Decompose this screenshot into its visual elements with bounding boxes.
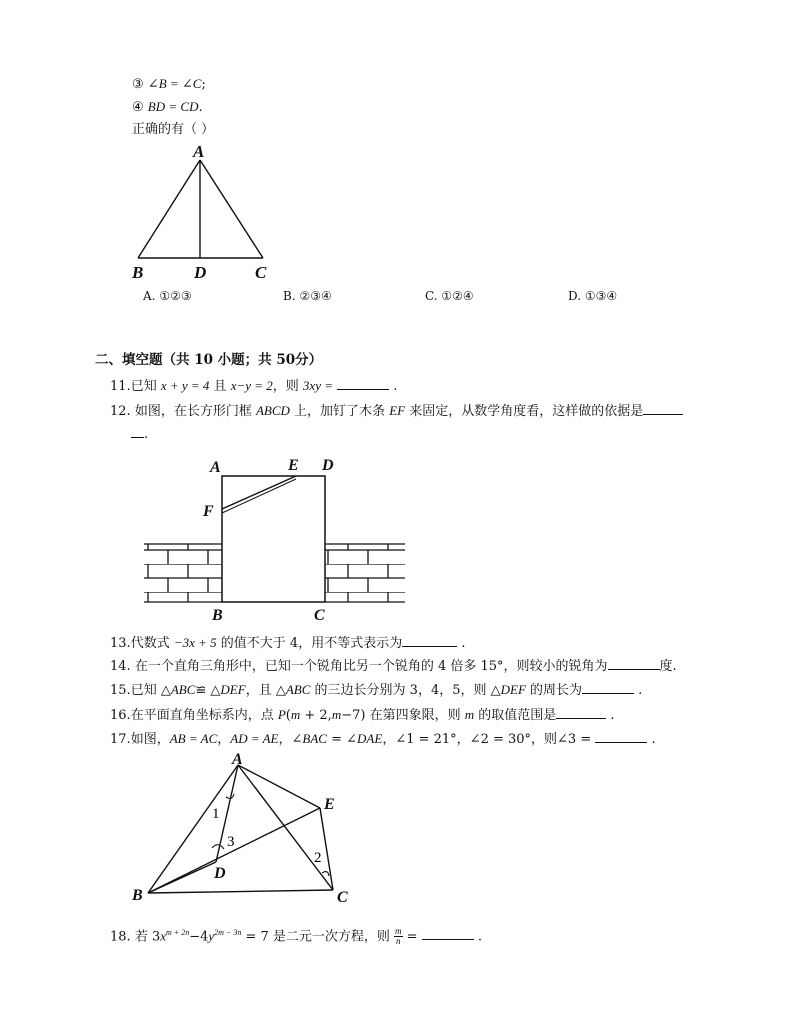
option-b[interactable] [283,289,332,303]
q12-t1: 如图，在长方形门框 [134,404,256,419]
q16-t4: −7) 在第四象限，则 [341,708,465,723]
q15-t1: 已知 △ [130,683,171,698]
q15-e4: DEF [500,682,526,697]
q17-t5: ，∠1 = 21°，∠2 = 30°，则∠3 = [382,732,596,747]
q11-e1: x + y = 4 [160,378,210,393]
q17-e1: AB = AC [169,731,218,746]
statement-3 [132,75,206,94]
q12-num: 12. [110,404,131,419]
option-c-value: ①②④ [441,289,474,303]
option-a-letter: A. [143,289,156,303]
q16-answer-blank[interactable] [556,706,606,719]
q18-frac-den: n [396,936,401,947]
q11-num: 11. [110,379,131,394]
q18-t4: = [402,929,422,945]
fig17-e-label: E [324,796,335,813]
question-12 [110,402,683,421]
q18-t3: = 7 是二元一次方程，则 [241,929,395,945]
question-18 [110,924,482,946]
q15-e2: DEF [220,682,246,697]
q12-t2: 上，加钉了木条 [289,404,390,419]
q16-e1: P [277,707,286,722]
q16-t2: ( [285,708,291,723]
statement-4 [132,98,203,117]
angle-1-label: 1 [212,806,220,822]
q15-t3: ，且 △ [245,683,286,698]
q18-sup2: 2m − 3n [214,928,242,937]
question-13 [110,634,465,653]
fig17-b-label: B [132,887,143,904]
option-b-letter: B. [283,289,296,303]
q17-e3: BAC [302,731,327,746]
statement-3-end: ; [201,77,206,92]
q13-t3: . [457,636,466,651]
q16-t1: 在平面直角坐标系内，点 [130,708,278,723]
q14-t2: 度. [659,659,677,674]
q15-e3: ABC [285,682,311,697]
q11-t4: . [389,379,398,394]
q13-num: 13. [110,636,131,651]
q14-answer-blank[interactable] [608,657,660,670]
q17-e4: DAE [357,731,383,746]
option-d[interactable] [568,289,617,303]
q16-t6: . [606,708,615,723]
statement-4-expr: BD = CD [147,99,199,114]
q11-e3: 3xy = [302,378,333,393]
frame-a-label: A [210,459,221,476]
q18-t5: . [473,929,482,945]
q15-t2: ≌ △ [195,683,221,698]
vertex-a-label: A [193,142,205,161]
q18-e1: x [160,928,167,944]
q17-t1: 如图， [130,732,170,747]
frame-f-label: F [203,503,214,520]
q16-e4: m [464,707,475,722]
statement-3-expr: ∠B = ∠C [147,76,202,91]
q11-answer-blank[interactable] [337,377,389,390]
q11-t2: 且 [209,379,231,394]
question-14 [110,657,677,676]
q18-num: 18. [110,929,131,945]
frame-c-label: C [314,607,325,624]
q13-t2: 的值不大于 4，用不等式表示为 [216,636,403,651]
q11-t3: ，则 [272,379,303,394]
q16-t3: + 2, [300,708,332,723]
option-d-value: ①③④ [584,289,618,303]
q18-sup1: m + 2n [166,928,190,937]
q17-t3: ，∠ [278,732,303,747]
q18-t2: −4 [189,929,209,945]
q18-frac-num: m [395,926,402,937]
option-a[interactable] [143,289,192,303]
triangle-figure [128,140,278,282]
door-frame-figure [140,452,410,627]
q16-t5: 的取值范围是 [474,708,557,723]
q17-num: 17. [110,732,131,747]
q18-e2: y [208,928,215,944]
question-17 [110,730,656,749]
option-c-letter: C. [425,289,438,303]
question-16 [110,706,615,725]
q17-t2: ， [217,732,231,747]
q13-t1: 代数式 [130,636,174,651]
question-11 [110,377,397,396]
q17-answer-blank[interactable] [595,730,647,743]
q12-answer-blank-cont[interactable] [131,425,144,438]
angle-3-label: 3 [227,834,235,850]
vertex-c-label: C [255,263,267,282]
option-d-letter: D. [568,289,582,303]
point-d-label: D [194,263,207,282]
q12-answer-blank[interactable] [643,402,683,415]
q12-e1: ABCD [255,403,290,418]
fig17-c-label: C [337,889,348,906]
statement-4-mark: ④ [132,100,144,115]
q18-answer-blank[interactable] [422,927,474,940]
q12-t3: 来固定，从数学角度看，这样做的依据是 [405,404,644,419]
q17-t4: = ∠ [326,732,358,747]
frame-b-label: B [212,607,223,624]
fig17-d-label: D [214,865,226,882]
q15-answer-blank[interactable] [582,681,634,694]
q13-answer-blank[interactable] [402,634,457,647]
vertex-b-label: B [132,263,144,282]
q15-t5: 的周长为 [525,683,583,698]
congruent-triangles-figure [128,750,360,910]
question-12-cont [131,425,148,444]
q17-t6: . [647,732,656,747]
frame-d-label: D [322,457,334,474]
q16-num: 16. [110,708,131,723]
question-prompt: 正确的有（ ） [132,122,215,137]
q12-t4: . [144,427,149,442]
option-a-value: ①②③ [159,289,192,303]
q14-num: 14. [110,659,131,674]
section-2-title: 二、填空题（共 10 小题；共 50分） [95,352,323,368]
q16-e3: m [331,707,342,722]
fig17-a-label: A [232,751,243,768]
q18-fraction [394,927,403,946]
question-15 [110,681,642,700]
q11-e2: x−y = 2 [230,378,273,393]
q14-t1: 在一个直角三角形中，已知一个锐角比另一个锐角的 4 倍多 15°，则较小的锐角为 [134,659,608,674]
option-c[interactable] [425,289,474,303]
q15-t4: 的三边长分别为 3，4，5，则 △ [310,683,501,698]
q18-t1: 若 3 [134,929,161,945]
q12-e2: EF [389,403,406,418]
statement-4-end: . [198,100,203,115]
q11-t1: 已知 [130,379,161,394]
option-b-value: ②③④ [299,289,332,303]
angle-2-label: 2 [314,850,322,866]
q16-e2: m [290,707,301,722]
q15-t6: . [634,683,643,698]
frame-e-label: E [288,457,299,474]
q15-e1: ABC [170,682,196,697]
statement-3-mark: ③ [132,77,144,92]
q17-e2: AD = AE [230,731,279,746]
q13-e1: −3x + 5 [173,635,217,650]
q15-num: 15. [110,683,131,698]
